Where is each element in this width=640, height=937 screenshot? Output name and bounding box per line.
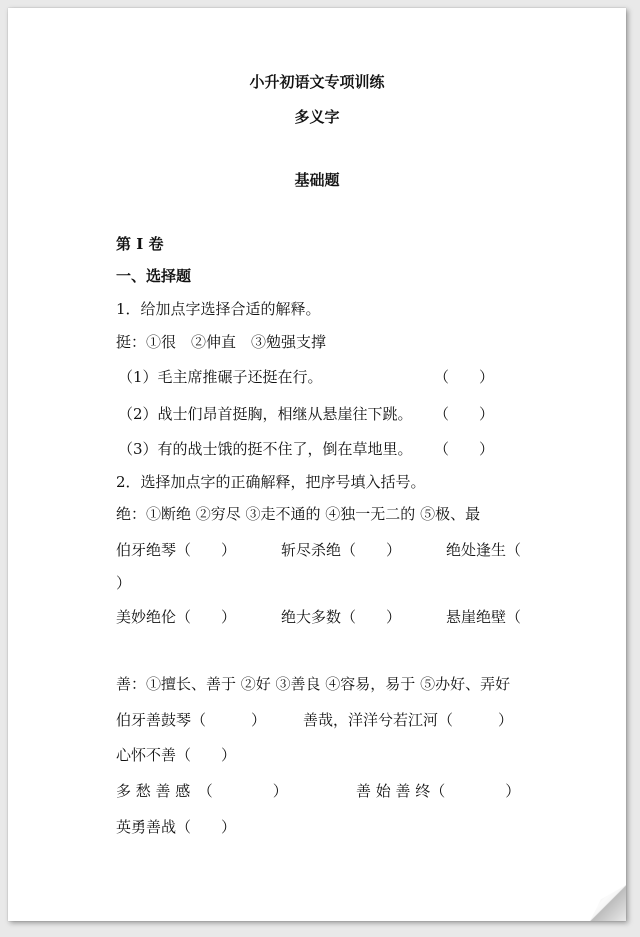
q1-item-2-text: （2）战士们昂首挺胸，相继从悬崖往下跳。	[118, 405, 413, 423]
q2-shan-item-2[interactable]: 善哉，洋洋兮若江河（ ）	[303, 711, 514, 729]
q2-jue-options: 绝：①断绝 ②穷尽 ③走不通的 ④独一无二的 ⑤极、最	[116, 505, 481, 523]
q2-jue-item-6[interactable]: 悬崖绝壁（	[446, 608, 522, 626]
q1-prompt: 1．给加点字选择合适的解释。	[116, 300, 321, 318]
q2-shan-item-3[interactable]: 心怀不善（ ）	[116, 746, 237, 764]
q1-item-1-text: （1）毛主席推碾子还挺在行。	[118, 368, 323, 386]
q2-shan-item-1[interactable]: 伯牙善鼓琴（ ）	[116, 711, 267, 729]
doc-title: 小升初语文专项训练	[249, 73, 385, 91]
q2-jue-item-2[interactable]: 斩尽杀绝（ ）	[281, 541, 402, 559]
q2-shan-item-4[interactable]: 多 愁 善 感 （ ）	[116, 782, 288, 800]
q2-prompt: 2．选择加点字的正确解释，把序号填入括号。	[116, 473, 426, 491]
q2-jue-item-5[interactable]: 绝大多数（ ）	[281, 608, 402, 626]
q1-item-1-answer[interactable]: （ ）	[434, 368, 495, 386]
section-heading: 一、选择题	[116, 267, 192, 285]
q1-item-3-text: （3）有的战士饿的挺不住了，倒在草地里。	[118, 440, 413, 458]
doc-subtitle: 多义字	[294, 108, 340, 126]
q2-shan-options: 善：①擅长、善于 ②好 ③善良 ④容易，易于 ⑤办好、弄好	[116, 675, 511, 693]
q2-jue-item-1[interactable]: 伯牙绝琴（ ）	[116, 541, 237, 559]
q2-jue-item-3-wrap: ）	[116, 574, 132, 592]
q1-options: 挺：①很 ②伸直 ③勉强支撑	[116, 333, 327, 351]
document-page	[8, 8, 626, 921]
q2-jue-item-4[interactable]: 美妙绝伦（ ）	[116, 608, 237, 626]
q2-jue-item-3[interactable]: 绝处逢生（	[446, 541, 522, 559]
volume-heading: 第 I 卷	[116, 235, 164, 253]
q2-shan-item-6[interactable]: 英勇善战（ ）	[116, 818, 237, 836]
q1-item-3-answer[interactable]: （ ）	[434, 440, 495, 458]
q2-shan-item-5[interactable]: 善 始 善 终（ ）	[356, 782, 521, 800]
difficulty-heading: 基础题	[294, 171, 340, 189]
q1-item-2-answer[interactable]: （ ）	[434, 405, 495, 423]
